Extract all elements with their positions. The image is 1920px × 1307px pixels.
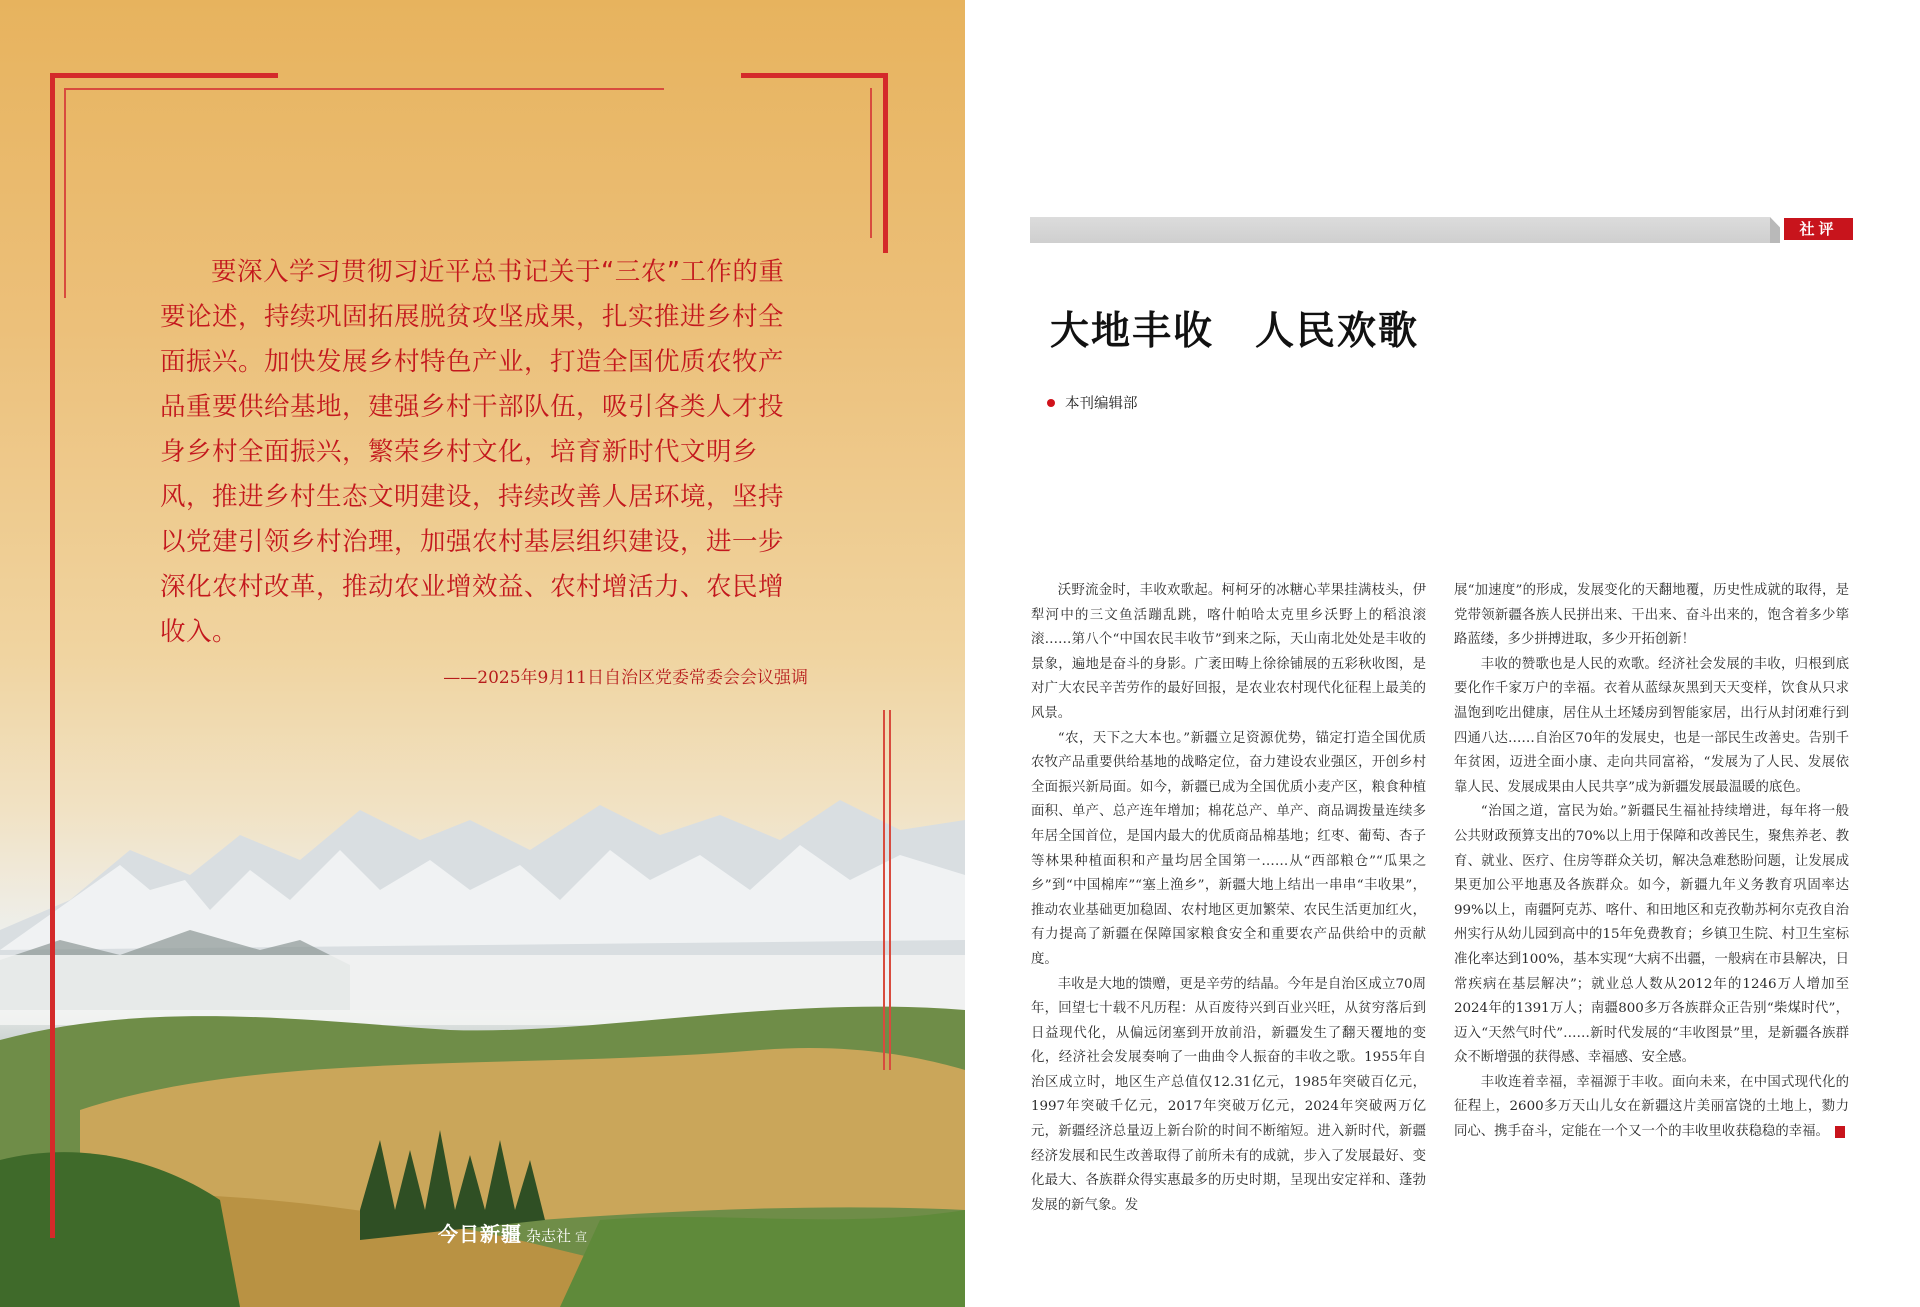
article-column-2	[1454, 579, 1865, 1145]
green-foreground	[560, 1210, 965, 1307]
paragraph: 沃野流金时，丰收欢歌起。柯柯牙的冰糖心苹果挂满枝头，伊犁河中的三文鱼活蹦乱跳，喀什帕哈太克里乡沃野上的稻浪滚滚……第八个“中国农民丰收节”到来之际，天山南北处处是丰收的景象，遍地是奋斗的身影。广袤田畴上徐徐铺展的五彩秋收图，是对广大农民辛苦劳作的最好回报，是农业农村现代化征程上最美的风景。	[1031, 583, 1426, 721]
frame-top-left-h	[50, 73, 278, 78]
bullet-dot-icon	[1047, 399, 1055, 407]
right-page-article	[965, 0, 1920, 1307]
paragraph-text: 丰收连着幸福，幸福源于丰收。面向未来，在中国式现代化的征程上，2600多万天山儿女在新疆这片美丽富饶的土地上，勠力同心、携手奋斗，定能在一个又一个的丰收里收获稳稳的幸福。	[1454, 1074, 1849, 1140]
frame-right-v	[883, 73, 888, 253]
frame-right-lower-b	[889, 710, 891, 1070]
quote-source: ——2025年9月11日自治区党委常委会会议强调	[443, 668, 808, 688]
paragraph-last	[1454, 1071, 1865, 1145]
frame-left-inner	[64, 88, 66, 298]
publisher-suffix: 杂志社	[526, 1227, 572, 1245]
paragraph: “农，天下之大本也。”新疆立足资源优势，锚定打造全国优质农牧产品重要供给基地的战略定位，奋力建设农业强区，开创乡村全面振兴新局面。如今，新疆已成为全国优质小麦产区，粮食种植面积、单产、总产连年增加；棉花总产、单产、商品调拨量连续多年居全国首位，是国内最大的优质商品棉基地；红枣、葡萄、杏子等林果种植面积和产量均居全国第一……从“西部粮仓”“瓜果之乡”到“中国棉库”“塞上渔乡”，新疆大地上结出一串串“丰收果”，推动农业基础更加稳固、农村地区更加繁荣、农民生活更加红火，有力提高了新疆在保障国家粮食安全和重要农产品供给中的贡献度。	[1031, 730, 1426, 967]
end-mark-icon: J	[1835, 1126, 1845, 1138]
header-bar	[1030, 217, 1770, 243]
paragraph: 丰收的赞歌也是人民的欢歌。经济社会发展的丰收，归根到底要化作千家万户的幸福。衣着从蓝绿灰黑到天天变样，饮食从只求温饱到吃出健康，居住从土坯矮房到智能家居，出行从封闭难行到四通八达……自治区70年的发展史，也是一部民生改善史。告别千年贫困，迈进全面小康、走向共同富裕，“发展为了人民、发展依靠人民、发展成果由人民共享”成为新疆发展最温暖的底色。	[1454, 656, 1849, 795]
publisher-brand: 今日新疆	[438, 1222, 522, 1246]
frame-left-v	[50, 73, 55, 1238]
section-tag: 社评	[1784, 218, 1853, 240]
frame-right-lower-a	[883, 710, 885, 1070]
publisher-logo	[438, 1218, 587, 1247]
header-bar-cap	[1770, 217, 1780, 243]
leader-quote: 要深入学习贯彻习近平总书记关于“三农”工作的重要论述，持续巩固拓展脱贫攻坚成果，扎实推进乡村全面振兴。加快发展乡村特色产业，打造全国优质农牧产品重要供给基地，建强乡村干部队伍，吸引各类人才投身乡村全面振兴，繁荣乡村文化，培育新时代文明乡风，推进乡村生态文明建设，持续改善人居环境，坚持以党建引领乡村治理，加强农村基层组织建设，进一步深化农村改革，推动农业增效益、农村增活力、农民增收入。	[160, 257, 785, 647]
byline	[1047, 392, 1138, 413]
frame-top-right-h	[741, 73, 888, 78]
frame-right-inner	[870, 88, 872, 238]
frame-top-inner	[64, 88, 664, 90]
paragraph: 展“加速度”的形成，发展变化的天翻地覆，历史性成就的取得，是党带领新疆各族人民拼出来、干出来、奋斗出来的，饱含着多少筚路蓝缕，多少拼搏进取，多少开拓创新！	[1454, 583, 1849, 648]
byline-text: 本刊编辑部	[1065, 396, 1138, 412]
publisher-seal: 宣	[575, 1230, 588, 1244]
article-column-1	[1031, 579, 1426, 1218]
paragraph: 丰收是大地的馈赠，更是辛劳的结晶。今年是自治区成立70周年，回望七十载不凡历程：从百废待兴到百业兴旺，从贫穷落后到日益现代化，从偏远闭塞到开放前沿，新疆发生了翻天覆地的变化，经济社会发展奏响了一曲曲令人振奋的丰收之歌。1955年自治区成立时，地区生产总值仅12.31亿元，1985年突破百亿元，1997年突破千亿元，2017年突破万亿元，2024年突破两万亿元，新疆经济总量迈上新台阶的时间不断缩短。进入新时代，新疆经济发展和民生改善取得了前所未有的成就，步入了发展最好、变化最大、各族群众得实惠最多的历史时期，呈现出安定祥和、蓬勃发展的新气象。发	[1031, 976, 1426, 1213]
paragraph: “治国之道，富民为始。”新疆民生福祉持续增进，每年将一般公共财政预算支出的70%以上用于保障和改善民生，聚焦养老、教育、就业、医疗、住房等群众关切，解决急难愁盼问题，让发展成果更加公平地惠及各族群众。如今，新疆九年义务教育巩固率达99%以上，南疆阿克苏、喀什、和田地区和克孜勒苏柯尔克孜自治州实行从幼儿园到高中的15年免费教育；乡镇卫生院、村卫生室标准化率达到100%，基本实现“大病不出疆，一般病在市县解决，日常疾病在基层解决”；就业总人数从2012年的1246万人增加至2024年的1391万人；南疆800多万各族群众正告别“柴煤时代”，迈入“天然气时代”……新时代发展的“丰收图景”里，是新疆各族群众不断增强的获得感、幸福感、安全感。	[1454, 804, 1849, 1066]
article-title: 大地丰收 人民欢歌	[1050, 309, 1420, 354]
